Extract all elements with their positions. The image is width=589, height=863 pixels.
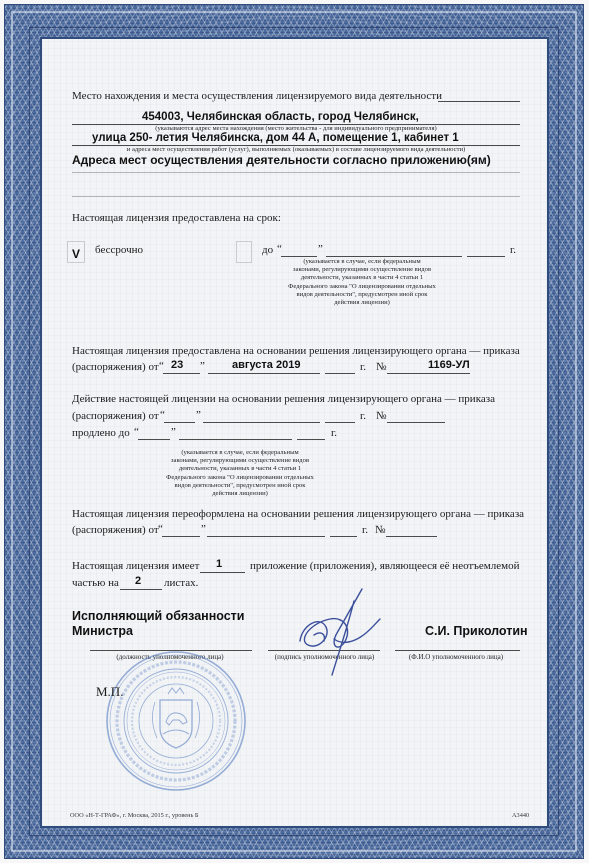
name-caption: (Ф.И.О уполномоченного лица) (408, 653, 504, 661)
fill-line (200, 572, 245, 573)
year-suffix: г. (360, 361, 367, 373)
check-mark: V (72, 247, 81, 261)
note-line: Федерального закона "О лицензировании отдельных (166, 473, 314, 481)
form-number: А3440 (512, 812, 530, 819)
address-line-3: Адреса мест осуществления деятельности согласно приложению(ям) (72, 153, 491, 167)
number-label: № (375, 524, 386, 536)
position-caption: (должность уполномоченного лица) (116, 653, 224, 661)
note-line: действия лицензии) (212, 490, 268, 498)
fill-line (207, 536, 325, 537)
signatory-position-line-1: Исполняющий обязанности (72, 609, 245, 623)
renewal-order-label: (распоряжения) от (72, 410, 159, 422)
until-label: до (262, 244, 274, 256)
pages-prefix: частью на (72, 577, 119, 589)
official-seal (105, 650, 247, 792)
fill-line (325, 422, 355, 423)
note-line: законами, регулирующими осуществление видов (292, 266, 432, 274)
number-label: № (376, 361, 387, 373)
note-line: деятельности, указанных в части 4 статьи 1 (178, 465, 302, 473)
fill-line (467, 256, 505, 257)
fill-line (164, 422, 195, 423)
fill-line (281, 256, 317, 257)
signatory-name: С.И. Приколотин (425, 624, 528, 638)
until-checkbox (236, 241, 252, 263)
fill-line (179, 439, 292, 440)
note-line: видов деятельности", предусмотрен иной срок (296, 290, 428, 298)
fill-line (162, 536, 200, 537)
number-label: № (376, 410, 387, 422)
grant-order-label: (распоряжения) от (72, 361, 159, 373)
printer-imprint: ООО «Н-Т-ГРАФ», г. Москва, 2015 г., уровень Б (70, 812, 199, 819)
note-line: (указывается в случае, если федеральным (303, 258, 421, 265)
note-line: видов деятельности", предусмотрен иной срок (174, 481, 306, 489)
open-quote: “ (134, 426, 139, 438)
renewal-line-1: Действие настоящей лицензии на основании решения лицензирующего органа — приказа (72, 393, 495, 405)
appendix-prefix: Настоящая лицензия имеет (72, 560, 200, 572)
fill-line (386, 536, 437, 537)
fill-line (297, 439, 325, 440)
grant-day: 23 (171, 359, 184, 371)
fill-line (163, 373, 200, 374)
fill-line (72, 196, 520, 197)
close-quote: ” (318, 243, 323, 255)
grant-month-year: августа 2019 (232, 359, 301, 371)
close-quote: ” (201, 523, 206, 535)
renewal-note (150, 449, 330, 498)
year-suffix: г. (362, 524, 369, 536)
year-suffix: г. (331, 427, 338, 439)
fill-line (138, 439, 170, 440)
reissue-order-label: (распоряжения) от (72, 524, 159, 536)
fill-line (203, 422, 320, 423)
fill-line (120, 589, 162, 590)
fill-line (208, 373, 320, 374)
term-heading: Настоящая лицензия предоставлена на срок: (72, 212, 281, 224)
seal-label: М.П. (96, 684, 124, 699)
address-line-2: улица 250- летия Челябинска, дом 44 А, помещение 1, кабинет 1 (92, 132, 459, 144)
fill-line (325, 373, 355, 374)
close-quote: ” (196, 409, 201, 421)
grant-number: 1169-УЛ (428, 359, 470, 371)
note-line: законами, регулирующими осуществление видов (170, 457, 310, 465)
open-quote: “ (158, 523, 163, 535)
open-quote: “ (277, 243, 282, 255)
close-quote: ” (171, 426, 176, 438)
appendix-suffix: приложение (приложения), являющееся её неотъемлемой (250, 560, 520, 572)
term-note (272, 258, 452, 307)
address-line-1: 454003, Челябинская область, город Челябинск, (142, 111, 419, 123)
open-quote: “ (159, 360, 164, 372)
note-line: деятельности, указанных в части 4 статьи 1 (300, 274, 424, 282)
note-line: Федерального закона "О лицензировании отдельных (288, 282, 436, 290)
fill-line (387, 422, 445, 423)
open-quote: “ (160, 409, 165, 421)
location-heading: Место нахождения и места осуществления лицензируемого вида деятельности (72, 90, 442, 102)
signature (290, 583, 390, 679)
year-suffix: г. (360, 410, 367, 422)
grant-line-1: Настоящая лицензия предоставлена на основании решения лицензирующего органа — приказа (72, 345, 520, 357)
fill-line (330, 536, 357, 537)
reissue-line-1: Настоящая лицензия переоформлена на основании решения лицензирующего органа — приказа (72, 508, 525, 520)
pages-count: 2 (135, 575, 142, 587)
fill-line (395, 650, 520, 651)
note-line: действия лицензии) (334, 299, 390, 307)
fill-line (438, 101, 520, 102)
pages-suffix: листах. (164, 577, 199, 589)
year-suffix: г. (510, 244, 517, 256)
appendix-count: 1 (216, 558, 223, 570)
close-quote: ” (200, 360, 205, 372)
address-note-1: (указываются адрес места нахождения (место жительства - для индивидуального предпринимателя) (155, 124, 437, 132)
address-note-2: и адреса мест осуществления работ (услуг), выполняемых (оказываемых) в составе лицензируемого вида деятельности) (126, 145, 466, 153)
fill-line (72, 172, 520, 173)
fill-line (326, 256, 462, 257)
signature-caption: (подпись уполномоченного лица) (274, 653, 375, 661)
note-line: (указывается в случае, если федеральным (181, 449, 299, 456)
renewal-extended-label: продлено до (72, 427, 130, 439)
indefinite-label: бессрочно (95, 244, 144, 256)
signatory-position-line-2: Министра (72, 624, 133, 638)
fill-line (387, 373, 470, 374)
